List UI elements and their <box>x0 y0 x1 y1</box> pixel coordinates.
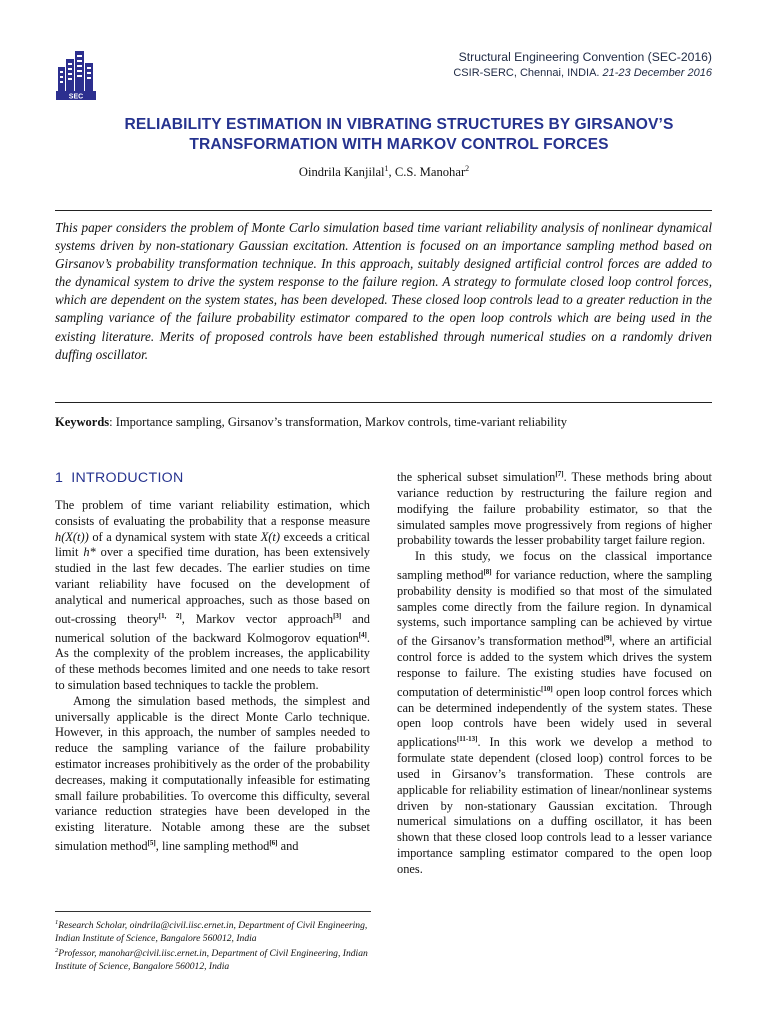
author-name: Oindrila Kanjilal <box>298 165 385 180</box>
author-list: Oindrila Kanjilal$^1$, C.S. Manohar$^2$ <box>298 164 470 180</box>
citation: [5] <box>147 838 156 847</box>
citation: [9] <box>603 634 612 643</box>
building-logo-icon <box>56 45 96 101</box>
left-column <box>55 498 370 855</box>
keywords: Keywords: Importance sampling, Girsanov’s transformation, Markov controls, time-variant reliability <box>55 415 568 429</box>
abstract-bottom-rule <box>55 402 712 403</box>
paper-title <box>80 115 718 155</box>
conference-venue-line <box>453 65 712 81</box>
conference-venue: CSIR-SERC, Chennai, INDIA. <box>453 67 600 79</box>
title-line-1: RELIABILITY ESTIMATION IN VIBRATING STRUCTURES BY GIRSANOV’S <box>124 116 674 133</box>
citation: [1, 2] <box>158 611 182 620</box>
citation: [10] <box>540 684 553 693</box>
citation: [8] <box>483 567 492 576</box>
keywords-text: Importance sampling, Girsanov’s transformation, Markov controls, time-variant reliability <box>115 415 568 429</box>
right-column <box>397 467 712 878</box>
citation: [6] <box>269 838 278 847</box>
footnote: $^1$Research Scholar, oindrila@civil.iisc.ernet.in, Department of Civil Engineering, Indian Institute of Science, Bangalore 560012, India <box>55 919 368 944</box>
citation: [7] <box>555 470 564 478</box>
citation: [3] <box>333 611 342 620</box>
author-affiliation-mark: 2 <box>465 164 470 173</box>
math-inline: h(X(t)) <box>55 529 89 544</box>
title-line-2: TRANSFORMATION WITH MARKOV CONTROL FORCES <box>189 136 609 153</box>
conference-dates: 21-23 December 2016 <box>602 67 712 79</box>
paragraph: the spherical subset simulation[7]. These methods bring about variance reduction by restructuring the failure region and modifying the failure probability estimator, so that the simulated samples move progressively from regions of higher probability towards the lesser probability target failure region. <box>397 470 712 548</box>
section-title: INTRODUCTION <box>71 470 184 486</box>
logo-text: SEC <box>68 93 84 101</box>
section-heading <box>55 470 184 486</box>
footnote: $^2$Professor, manohar@civil.iisc.ernet.in, Department of Civil Engineering, Indian Institute of Science, Bangalore 560012, India <box>55 947 368 973</box>
author-name: C.S. Manohar <box>394 165 466 180</box>
math-inline: X(t) <box>260 529 280 544</box>
keywords-label: Keywords <box>55 415 110 429</box>
author-affiliation-mark: 1 <box>384 164 389 173</box>
abstract: This paper considers the problem of Monte Carlo simulation based time variant reliability analysis of nonlinear dynamical systems driven by non-stationary Gaussian excitation. Attention is focused on an importance sampling method based on Girsanov’s probability transformation technique. In this approach, suitably designed artificial control forces are added to the dynamical system to drive the system response to the failure region. A strategy to formulate closed loop control forces, which are dependent on the system states, has been developed. These closed loop controls lead to a greater reduction in the sampling variance of the failure probability estimator compared to the open loop controls which are being used in the existing literature. Merits of proposed controls have been established through numerical studies on a randomly driven duffing oscillator. <box>55 220 712 362</box>
conference-logo <box>56 45 96 101</box>
citation: [4] <box>358 630 367 639</box>
paragraph: Among the simulation based methods, the simplest and universally applicable is the direct Monte Carlo technique. However, in this approach, the number of samples needed to reduce the sampling variance of the failure probability estimator increases prohibitively as the order of the probability decreases, making it computationally infeasible for estimating small failure probabilities. To overcome this difficulty, several variance reduction strategies have been developed in the existing literature. Notable among these are the subset simulation method[5], line sampling method[6] and <box>55 693 370 854</box>
conference-header <box>453 49 712 81</box>
conference-name: Structural Engineering Convention (SEC-2016) <box>458 50 712 64</box>
paragraph: In this study, we focus on the classical importance sampling method[8] for variance reduction, where the sampling probability density is modified so that most of the simulated samples come directly from the failure region. In dynamical systems, such importance sampling can be achieved by virtue of the Girsanov’s transformation method[9], where an artificial control force is added to the system which drives the system response to failure. The existing studies have focused on computation of deterministic[10] open loop control forces which can be determined independently of the system states. These open loop controls have been widely used in several applications[11-13]. In this work we develop a method to formulate state dependent (closed loop) control forces to be used in Girsanov’s transformation. These controls are applicable for reliability estimation of linear/nonlinear systems driven by non-stationary Gaussian excitation. Through numerical simulations on a duffing oscillator, it has been shown that these closed loop controls lead to a lesser variance importance sampling estimator compared to the open loop ones. <box>397 549 712 876</box>
footnotes <box>55 917 385 974</box>
footnote-rule <box>55 911 371 912</box>
section-number: 1 <box>55 470 64 486</box>
abstract-top-rule <box>55 210 712 211</box>
citation: [11-13] <box>456 735 478 744</box>
math-inline: h* <box>83 545 96 560</box>
paragraph: The problem of time variant reliability estimation, which consists of evaluating the probability that a response measure h(X(t)) of a dynamical system with state X(t) exceeds a critical limit h* over a specified time duration, has been extensively studied in the last few decades. The earlier studies on time variant reliability have focused on the development of analytical and numerical approaches, such as those based on out-crossing theory[1, 2], Markov vector approach[3] and numerical solution of the backward Kolmogorov equation[4]. As the complexity of the problem increases, the applicability of these methods becomes limited and one needs to take resort to simulation based techniques to tackle the problem. <box>55 498 370 693</box>
